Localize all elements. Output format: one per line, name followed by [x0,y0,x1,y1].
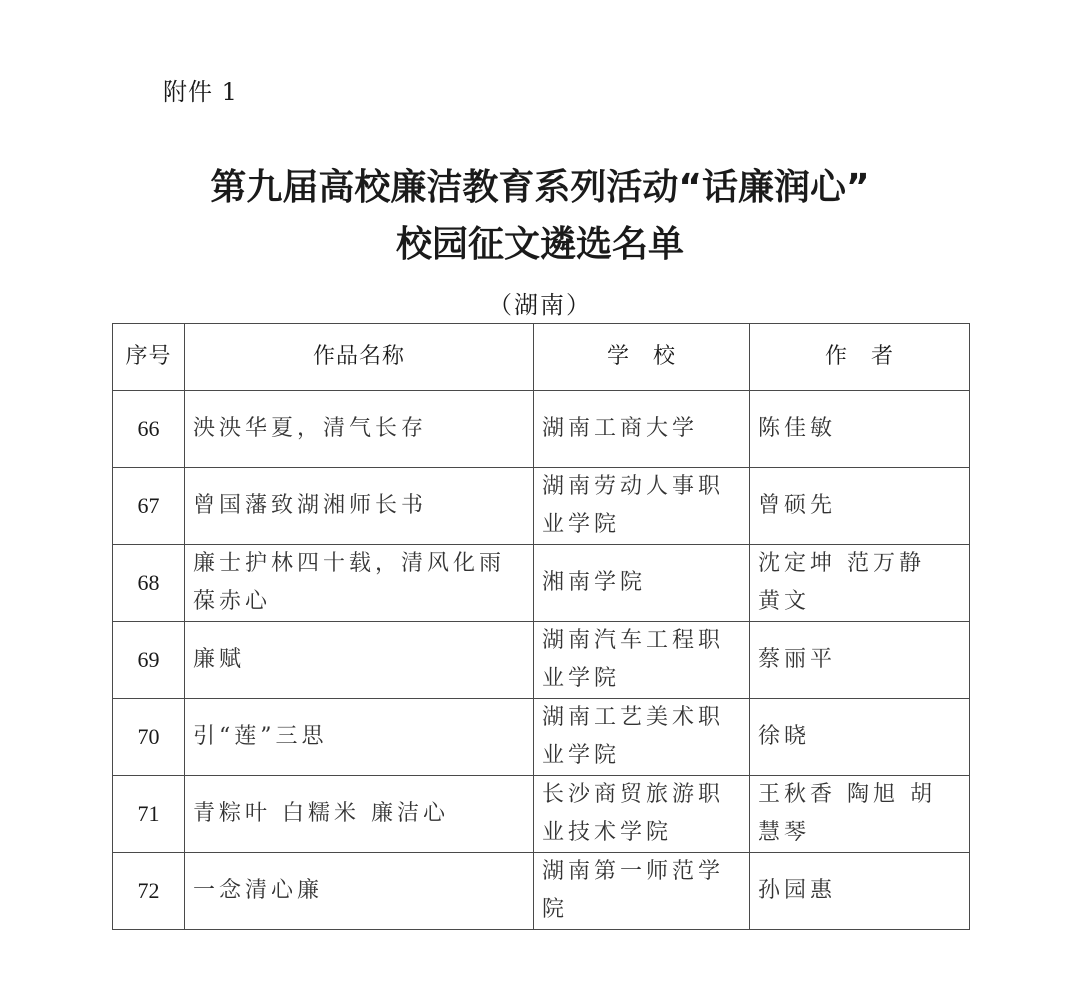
school-cell: 湘南学院 [534,545,750,622]
table-row [113,545,970,622]
work-title-cell: 廉士护林四十载，清风化雨葆赤心 [185,545,534,622]
serial-number-cell: 72 [113,853,185,930]
header-work-title: 作品名称 [185,324,534,391]
school-cell: 湖南工商大学 [534,391,750,468]
author-cell: 孙园惠 [750,853,970,930]
school-cell: 湖南第一师范学院 [534,853,750,930]
serial-number-cell: 68 [113,545,185,622]
author-cell: 徐晓 [750,699,970,776]
table-row [113,853,970,930]
region-subtitle: （湖南） [488,291,592,319]
header-serial-number: 序号 [113,324,185,391]
work-title-cell: 泱泱华夏，清气长存 [185,391,534,468]
school-cell: 长沙商贸旅游职业技术学院 [534,776,750,853]
author-cell: 陈佳敏 [750,391,970,468]
table-row [113,391,970,468]
table-row [113,468,970,545]
header-school: 学 校 [534,324,750,391]
document-title-line-2: 校园征文遴选名单 [395,224,684,265]
work-title-cell: 一念清心廉 [185,853,534,930]
table-row [113,699,970,776]
table-header-row [113,324,970,391]
work-title-cell: 青粽叶 白糯米 廉洁心 [185,776,534,853]
work-title-cell: 引“莲”三思 [185,699,534,776]
document-title-line-1: 第九届高校廉洁教育系列活动“话廉润心” [210,167,870,208]
school-cell: 湖南汽车工程职业学院 [534,622,750,699]
author-cell: 沈定坤 范万静 黄文 [750,545,970,622]
serial-number-cell: 66 [113,391,185,468]
work-title-cell: 曾国藩致湖湘师长书 [185,468,534,545]
serial-number-cell: 71 [113,776,185,853]
header-author: 作 者 [750,324,970,391]
serial-number-cell: 67 [113,468,185,545]
school-cell: 湖南工艺美术职业学院 [534,699,750,776]
table-row [113,776,970,853]
table-row [113,622,970,699]
author-cell: 蔡丽平 [750,622,970,699]
serial-number-cell: 69 [113,622,185,699]
selection-list-table [112,323,970,930]
school-cell: 湖南劳动人事职业学院 [534,468,750,545]
work-title-cell: 廉赋 [185,622,534,699]
author-cell: 王秋香 陶旭 胡慧琴 [750,776,970,853]
attachment-label: 附件 1 [163,78,238,106]
author-cell: 曾硕先 [750,468,970,545]
serial-number-cell: 70 [113,699,185,776]
